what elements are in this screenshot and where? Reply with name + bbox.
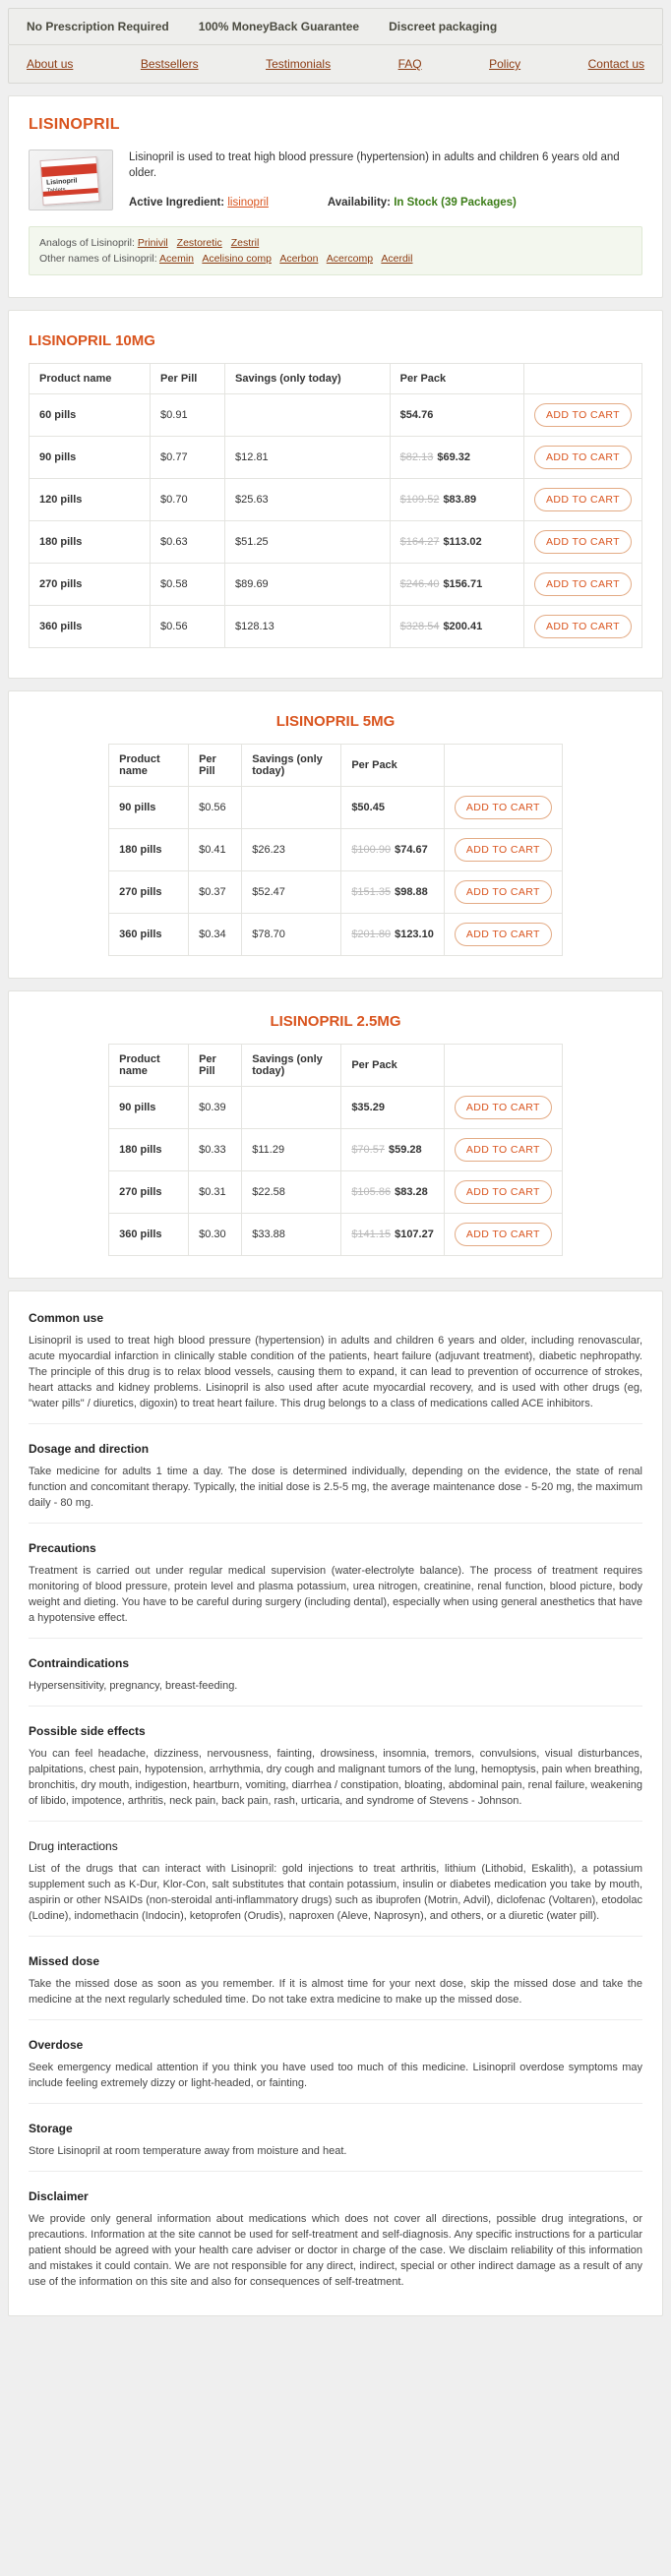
drug-information-card xyxy=(8,1290,663,2316)
column-header xyxy=(444,745,562,787)
price-table-2-5mg-wrap xyxy=(108,1044,563,1256)
table-header-row xyxy=(109,1045,563,1087)
table-row xyxy=(109,914,563,956)
cell-per-pill: $0.34 xyxy=(189,914,242,956)
info-section-heading: Disclaimer xyxy=(29,2189,89,2203)
analog-link-zestoretic[interactable]: Zestoretic xyxy=(176,237,222,249)
column-header: Per Pack xyxy=(341,745,445,787)
cell-per-pill: $0.70 xyxy=(151,479,225,521)
analog-link-zestril[interactable]: Zestril xyxy=(230,237,260,249)
table-row xyxy=(109,1087,563,1129)
cell-per-pill: $0.91 xyxy=(151,394,225,437)
nav-link-faq[interactable]: FAQ xyxy=(397,57,422,71)
cell-savings: $25.63 xyxy=(225,479,391,521)
old-price: $100.90 xyxy=(351,844,392,856)
add-to-cart-button[interactable]: ADD TO CART xyxy=(455,1138,552,1162)
other-names-row xyxy=(39,251,632,267)
add-to-cart-button[interactable]: ADD TO CART xyxy=(455,838,552,862)
info-section-heading: Contraindications xyxy=(29,1656,130,1670)
cell-add-to-cart xyxy=(444,1129,562,1171)
cell-product-name: 90 pills xyxy=(109,787,189,829)
cell-per-pill: $0.56 xyxy=(151,606,225,648)
column-header xyxy=(444,1045,562,1087)
info-section-body: We provide only general information about medications which does not cover all directions, possible drug integrations, or precautions. Information at the site cannot be used for self-treatment and self-diagnosis. Any specific instructions for a particular patient should be agreed with your health care adviser or doctor in charge of the case. We disclaim reliability of this information and mistakes it could contain. We are not responsible for any direct, indirect, special or other indirect damage as a result of any use of the information on this site and also for consequences of self-treatment. xyxy=(29,2213,642,2288)
active-ingredient-link[interactable]: lisinopril xyxy=(227,197,269,209)
info-section-heading: Possible side effects xyxy=(29,1724,146,1738)
cell-per-pill: $0.39 xyxy=(189,1087,242,1129)
cell-per-pack: $54.76 xyxy=(390,394,523,437)
analogs-label: Analogs of Lisinopril: xyxy=(39,237,135,249)
cell-per-pill: $0.37 xyxy=(189,871,242,914)
cell-product-name: 90 pills xyxy=(109,1087,189,1129)
analog-link-prinivil[interactable]: Prinivil xyxy=(137,237,168,249)
old-price: $201.80 xyxy=(351,929,392,940)
info-section-heading: Dosage and direction xyxy=(29,1442,150,1456)
info-section-body: Lisinopril is used to treat high blood pressure (hypertension) in adults and children 6 years and older, including renovascular, acute myocardial infarction in clinically stable condition of the patients, heart failure (adjuvant treatment), diabetic nephropathy. The principle of this drug is to relax blood vessels, causing them to expand, it can lead to prevention of occurrence of strokes, heart attacks and kidney problems. Lisinopril is also used after acute myocardial recovery, and is used with other drugs (eg, "water pills" / diuretics, digoxin) to treat heart failure. This drug belongs to a class of medications called ACE inhibitors. xyxy=(29,1335,642,1409)
cell-savings: $12.81 xyxy=(225,437,391,479)
analogs-row xyxy=(39,235,632,251)
add-to-cart-button[interactable]: ADD TO CART xyxy=(534,572,632,596)
nav-link-bestsellers[interactable]: Bestsellers xyxy=(140,57,199,71)
active-ingredient-label: Active Ingredient: xyxy=(129,197,225,209)
availability-block xyxy=(328,195,517,210)
cell-product-name: 180 pills xyxy=(109,1129,189,1171)
old-price: $328.54 xyxy=(399,621,440,632)
column-header: Savings (only today) xyxy=(242,745,341,787)
cell-per-pill: $0.30 xyxy=(189,1214,242,1256)
table-row xyxy=(30,606,642,648)
table-row xyxy=(30,394,642,437)
info-section-body: Treatment is carried out under regular medical supervision (water-electrolyte balance). The process of treatment requires monitoring of blood pressure, protein level and plasma potassium, urea nitrogen, creatinine, renal function, blood picture, body weight and dieting. You have to be careful during surgery (including dental), especially when using general anesthetics that have a hypotensive effect. xyxy=(29,1565,642,1624)
other-name-link-acerbon[interactable]: Acerbon xyxy=(279,253,319,265)
page-title: LISINOPRIL xyxy=(29,116,120,133)
pricing-title-5mg: LISINOPRIL 5MG xyxy=(275,713,396,730)
cell-add-to-cart xyxy=(444,829,562,871)
old-price: $151.35 xyxy=(351,886,392,898)
pricing-5mg-card xyxy=(8,690,663,979)
cell-per-pill: $0.33 xyxy=(189,1129,242,1171)
cell-per-pill: $0.56 xyxy=(189,787,242,829)
nav-link-testimonials[interactable]: Testimonials xyxy=(266,57,332,71)
add-to-cart-button[interactable]: ADD TO CART xyxy=(534,530,632,554)
price-table-10mg xyxy=(29,363,642,648)
cell-add-to-cart xyxy=(444,871,562,914)
cell-per-pack: $35.29 xyxy=(341,1087,445,1129)
cell-per-pack: $141.15 $107.27 xyxy=(341,1214,445,1256)
section-divider xyxy=(29,2103,642,2104)
cell-per-pack: $105.86 $83.28 xyxy=(341,1171,445,1214)
cell-product-name: 90 pills xyxy=(30,437,151,479)
section-divider xyxy=(29,2019,642,2020)
table-header-row xyxy=(30,364,642,394)
cell-product-name: 360 pills xyxy=(30,606,151,648)
column-header: Per Pack xyxy=(390,364,523,394)
section-divider xyxy=(29,1936,642,1937)
cell-per-pill: $0.31 xyxy=(189,1171,242,1214)
info-section-heading: Overdose xyxy=(29,2038,84,2052)
table-row xyxy=(109,787,563,829)
table-row xyxy=(109,1171,563,1214)
pricing-title-10mg: LISINOPRIL 10MG xyxy=(29,332,155,349)
availability-label: Availability: xyxy=(327,197,392,209)
column-header: Savings (only today) xyxy=(242,1045,341,1087)
column-header: Product name xyxy=(30,364,151,394)
column-header: Product name xyxy=(109,1045,189,1087)
cell-product-name: 360 pills xyxy=(109,1214,189,1256)
cell-product-name: 120 pills xyxy=(30,479,151,521)
info-section-body: Store Lisinopril at room temperature away from moisture and heat. xyxy=(29,2145,347,2157)
cell-savings xyxy=(242,787,341,829)
analogs-box xyxy=(29,226,642,275)
section-divider xyxy=(29,1638,642,1639)
cell-savings: $51.25 xyxy=(225,521,391,564)
table-row xyxy=(30,521,642,564)
cell-savings: $128.13 xyxy=(225,606,391,648)
column-header: Per Pill xyxy=(189,745,242,787)
cell-product-name: 360 pills xyxy=(109,914,189,956)
cell-per-pill: $0.58 xyxy=(151,564,225,606)
other-names-label: Other names of Lisinopril: xyxy=(39,253,157,265)
cell-per-pack: $100.90 $74.67 xyxy=(341,829,445,871)
info-section-heading: Missed dose xyxy=(29,1954,100,1968)
price-table-5mg-wrap xyxy=(108,744,563,956)
cell-per-pack: $82.13 $69.32 xyxy=(390,437,523,479)
old-price: $82.13 xyxy=(399,451,434,463)
product-card xyxy=(8,95,663,298)
cell-add-to-cart xyxy=(524,521,642,564)
table-row xyxy=(30,564,642,606)
cell-add-to-cart xyxy=(524,479,642,521)
main-navigation xyxy=(8,45,663,84)
add-to-cart-button[interactable]: ADD TO CART xyxy=(455,923,552,946)
cell-savings: $22.58 xyxy=(242,1171,341,1214)
product-image xyxy=(29,150,113,210)
cell-add-to-cart xyxy=(524,606,642,648)
old-price: $246.40 xyxy=(399,578,440,590)
section-divider xyxy=(29,1821,642,1822)
cell-product-name: 180 pills xyxy=(30,521,151,564)
info-section-heading: Precautions xyxy=(29,1541,96,1555)
cell-savings: $78.70 xyxy=(242,914,341,956)
cell-per-pack: $328.54 $200.41 xyxy=(390,606,523,648)
info-section-heading: Drug interactions xyxy=(29,1839,118,1853)
availability-value: In Stock (39 Packages) xyxy=(394,197,517,209)
nav-link-contact-us[interactable]: Contact us xyxy=(587,57,644,71)
cell-per-pack: $151.35 $98.88 xyxy=(341,871,445,914)
info-section-body: Take medicine for adults 1 time a day. The dose is determined individually, depending on the evidence, the state of renal function and concomitant therapy. Typically, the initial dose is 2.5-5 mg, the average maintenance dose - 5-20 mg, the maximum daily - 80 mg. xyxy=(29,1466,642,1509)
price-table-2-5mg xyxy=(108,1044,563,1256)
cell-add-to-cart xyxy=(444,1214,562,1256)
cell-product-name: 270 pills xyxy=(109,1171,189,1214)
cell-per-pack: $50.45 xyxy=(341,787,445,829)
cell-product-name: 270 pills xyxy=(30,564,151,606)
product-summary xyxy=(29,150,642,210)
cell-savings: $11.29 xyxy=(242,1129,341,1171)
section-divider xyxy=(29,2171,642,2172)
cell-per-pill: $0.77 xyxy=(151,437,225,479)
cell-add-to-cart xyxy=(524,437,642,479)
other-name-link-acerdil[interactable]: Acerdil xyxy=(381,253,413,265)
info-section-body: Hypersensitivity, pregnancy, breast-feeding. xyxy=(29,1680,238,1692)
column-header: Per Pack xyxy=(341,1045,445,1087)
table-row xyxy=(109,1214,563,1256)
cell-add-to-cart xyxy=(524,394,642,437)
cell-per-pill: $0.41 xyxy=(189,829,242,871)
cell-savings: $33.88 xyxy=(242,1214,341,1256)
table-row xyxy=(109,1129,563,1171)
add-to-cart-button[interactable]: ADD TO CART xyxy=(455,1223,552,1246)
product-image-label-name: Lisinopril xyxy=(45,177,78,187)
info-section-body: You can feel headache, dizziness, nervousness, fainting, drowsiness, insomnia, tremors, convulsions, visual disturbances, palpitations, chest pain, hypotension, arrhythmia, dry cough and malignant tumors of the lung, hemoptysis, pain when breathing, bronchitis, dry mouth, indigestion, heartburn, vomiting, diarrhea / constipation, bloating, abdominal pain, renal failure, weakening of libido, impotence, arthritis, neck pain, back pain, rash, urticaria, and syndrome of Stevens - Johnson. xyxy=(29,1748,642,1807)
add-to-cart-button[interactable]: ADD TO CART xyxy=(455,880,552,904)
column-header: Per Pill xyxy=(151,364,225,394)
active-ingredient-block xyxy=(129,195,269,210)
cell-per-pack: $70.57 $59.28 xyxy=(341,1129,445,1171)
old-price: $105.86 xyxy=(351,1186,392,1198)
old-price: $70.57 xyxy=(351,1144,385,1156)
nav-link-policy[interactable]: Policy xyxy=(489,57,521,71)
column-header: Savings (only today) xyxy=(225,364,391,394)
cell-per-pack: $164.27 $113.02 xyxy=(390,521,523,564)
promo-item-discreet: Discreet packaging xyxy=(389,20,498,33)
add-to-cart-button[interactable]: ADD TO CART xyxy=(534,615,632,638)
table-header-row xyxy=(109,745,563,787)
cell-savings xyxy=(242,1087,341,1129)
cell-product-name: 270 pills xyxy=(109,871,189,914)
other-name-link-acelisino-comp[interactable]: Acelisino comp xyxy=(202,253,272,265)
cell-savings: $52.47 xyxy=(242,871,341,914)
old-price: $141.15 xyxy=(351,1228,392,1240)
add-to-cart-button[interactable]: ADD TO CART xyxy=(534,403,632,427)
other-name-link-acercomp[interactable]: Acercomp xyxy=(326,253,374,265)
price-table-5mg xyxy=(108,744,563,956)
add-to-cart-button[interactable]: ADD TO CART xyxy=(455,1180,552,1204)
section-divider xyxy=(29,1423,642,1424)
cell-savings: $26.23 xyxy=(242,829,341,871)
promo-item-no-prescription: No Prescription Required xyxy=(27,20,169,33)
promo-item-moneyback: 100% MoneyBack Guarantee xyxy=(198,20,360,33)
cell-per-pack: $246.40 $156.71 xyxy=(390,564,523,606)
cell-add-to-cart xyxy=(444,1171,562,1214)
info-section-body: Seek emergency medical attention if you think you have used too much of this medicine. Lisinopril overdose symptoms may include feeling extremely dizzy or light-headed, or fainting. xyxy=(29,2062,642,2089)
info-section-heading: Storage xyxy=(29,2122,73,2135)
price-table-10mg-wrap xyxy=(29,363,642,648)
table-row xyxy=(30,479,642,521)
add-to-cart-button[interactable]: ADD TO CART xyxy=(534,488,632,511)
column-header: Per Pill xyxy=(189,1045,242,1087)
cell-per-pack: $109.52 $83.89 xyxy=(390,479,523,521)
add-to-cart-button[interactable]: ADD TO CART xyxy=(455,796,552,819)
info-section-body: Take the missed dose as soon as you remember. If it is almost time for your next dose, skip the missed dose and take the medicine at the next regularly scheduled time. Do not take extra medicine to make up the missed dose. xyxy=(29,1978,642,2006)
cell-add-to-cart xyxy=(444,1087,562,1129)
nav-link-about-us[interactable]: About us xyxy=(27,57,74,71)
section-divider xyxy=(29,1523,642,1524)
cell-add-to-cart xyxy=(444,914,562,956)
old-price: $164.27 xyxy=(399,536,440,548)
section-divider xyxy=(29,1706,642,1707)
cell-per-pill: $0.63 xyxy=(151,521,225,564)
cell-savings xyxy=(225,394,391,437)
table-row xyxy=(30,437,642,479)
table-row xyxy=(109,871,563,914)
table-row xyxy=(109,829,563,871)
add-to-cart-button[interactable]: ADD TO CART xyxy=(534,446,632,469)
info-section-heading: Common use xyxy=(29,1311,104,1325)
column-header xyxy=(524,364,642,394)
pricing-title-2-5mg: LISINOPRIL 2.5MG xyxy=(270,1013,401,1030)
cell-product-name: 60 pills xyxy=(30,394,151,437)
column-header: Product name xyxy=(109,745,189,787)
add-to-cart-button[interactable]: ADD TO CART xyxy=(455,1096,552,1119)
cell-per-pack: $201.80 $123.10 xyxy=(341,914,445,956)
product-description: Lisinopril is used to treat high blood pressure (hypertension) in adults and children 6 years old and older. xyxy=(129,151,620,179)
promo-bar xyxy=(8,8,663,45)
pricing-10mg-card xyxy=(8,310,663,679)
other-name-link-acemin[interactable]: Acemin xyxy=(158,253,194,265)
cell-savings: $89.69 xyxy=(225,564,391,606)
cell-add-to-cart xyxy=(524,564,642,606)
pricing-2-5mg-card xyxy=(8,990,663,1279)
old-price: $109.52 xyxy=(399,494,440,506)
cell-add-to-cart xyxy=(444,787,562,829)
info-section-body: List of the drugs that can interact with Lisinopril: gold injections to treat arthritis, lithium (Lithobid, Eskalith), a potassium supplement such as K-Dur, Klor-Con, salt substitutes that contain potassium, insulin or diabetes medication you take by mouth, aspirin or other NSAIDs (non-steroidal anti-inflammatory drugs) such as ibuprofen (Motrin, Advil), diclofenac (Voltaren), etodolac (Lodine), indomethacin (Indocin), ketoprofen (Orudis), naproxen (Aleve, Naprosyn), and others, or a diuretic (water pill). xyxy=(29,1863,642,1922)
cell-product-name: 180 pills xyxy=(109,829,189,871)
